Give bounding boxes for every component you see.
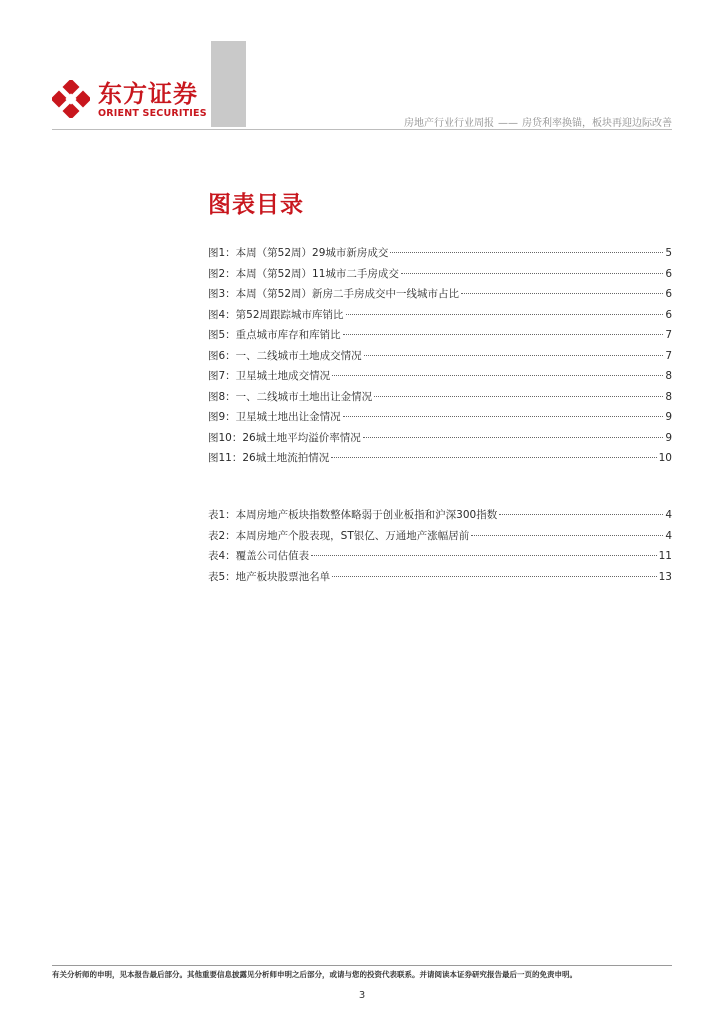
table-list — [208, 507, 672, 589]
toc-leader-dots — [343, 334, 664, 335]
toc-leader-dots — [332, 576, 656, 577]
logo-english-name: ORIENT SECURITIES — [98, 108, 207, 119]
toc-entry-label: 表5：地产板块股票池名单 — [208, 570, 331, 583]
toc-entry-label: 表2：本周房地产个股表现，ST银亿、万通地产涨幅居前 — [208, 529, 470, 542]
toc-entry-label: 图10：26城土地平均溢价率情况 — [208, 431, 361, 444]
footer-divider — [52, 965, 672, 966]
logo-chinese-name: 东方证券 — [98, 80, 198, 108]
toc-entry-label: 表4：覆盖公司估值表 — [208, 550, 310, 562]
toc-entry-label: 图4：第52周跟踪城市库销比 — [208, 308, 344, 321]
toc-table-entry[interactable] — [208, 548, 672, 569]
toc-entry-page: 7 — [665, 349, 672, 362]
orient-logo-icon — [52, 80, 90, 118]
toc-figure-entry[interactable] — [208, 450, 672, 471]
toc-entry-page: 10 — [658, 452, 672, 464]
toc-entry-page: 6 — [665, 288, 672, 300]
toc-entry-page: 4 — [665, 529, 672, 542]
figure-list — [208, 245, 672, 471]
toc-entry-page: 9 — [665, 431, 672, 444]
toc-leader-dots — [374, 396, 663, 397]
header-decor-bar — [211, 41, 246, 127]
toc-figure-entry[interactable] — [208, 348, 672, 369]
toc-leader-dots — [311, 555, 656, 556]
toc-entry-label: 图1：本周（第52周）29城市新房成交 — [208, 247, 389, 259]
toc-entry-label: 图3：本周（第52周）新房二手房成交中一线城市占比 — [208, 288, 460, 300]
toc-entry-page: 6 — [665, 267, 672, 280]
toc-leader-dots — [364, 355, 664, 356]
toc-figure-entry[interactable] — [208, 389, 672, 410]
toc-entry-label: 表1：本周房地产板块指数整体略弱于创业板指和沪深300指数 — [208, 509, 498, 521]
toc-entry-page: 9 — [665, 411, 672, 423]
toc-entry-label: 图2：本周（第52周）11城市二手房成交 — [208, 267, 399, 280]
report-type: 房地产行业行业周报 — [404, 118, 494, 129]
header-divider — [52, 129, 672, 130]
toc-entry-page: 13 — [658, 570, 672, 583]
toc-table-entry[interactable] — [208, 569, 672, 590]
toc-leader-dots — [343, 416, 664, 417]
toc-title: 图表目录 — [208, 192, 304, 218]
toc-entry-page: 11 — [658, 550, 672, 562]
toc-leader-dots — [346, 314, 664, 315]
toc-leader-dots — [461, 293, 663, 294]
toc-figure-entry[interactable] — [208, 368, 672, 389]
toc-figure-entry[interactable] — [208, 286, 672, 307]
toc-leader-dots — [331, 457, 656, 458]
toc-table-entry[interactable] — [208, 507, 672, 528]
toc-entry-page: 6 — [665, 308, 672, 321]
report-subtitle: 房贷利率换锚，板块再迎边际改善 — [522, 118, 672, 129]
toc-figure-entry[interactable] — [208, 307, 672, 328]
toc-entry-page: 4 — [665, 509, 672, 521]
toc-entry-page: 5 — [665, 247, 672, 259]
toc-entry-page: 8 — [665, 390, 672, 403]
toc-entry-page: 8 — [665, 370, 672, 382]
footer-disclaimer: 有关分析师的申明，见本报告最后部分。其他重要信息披露见分析师申明之后部分，或请与您的投资代表联系。并请阅读本证券研究报告最后一页的免责申明。 — [52, 970, 577, 979]
toc-leader-dots — [390, 252, 663, 253]
company-logo — [52, 80, 212, 120]
report-header — [404, 114, 672, 129]
toc-entry-label: 图9：卫星城土地出让金情况 — [208, 411, 341, 423]
toc-leader-dots — [363, 437, 664, 438]
toc-table-entry[interactable] — [208, 528, 672, 549]
toc-figure-entry[interactable] — [208, 266, 672, 287]
page-number: 3 — [358, 990, 366, 1001]
toc-leader-dots — [401, 273, 663, 274]
toc-figure-entry[interactable] — [208, 327, 672, 348]
toc-entry-label: 图11：26城土地流拍情况 — [208, 452, 330, 464]
toc-entry-page: 7 — [665, 329, 672, 341]
toc-entry-label: 图7：卫星城土地成交情况 — [208, 370, 331, 382]
toc-figure-entry[interactable] — [208, 430, 672, 451]
toc-entry-label: 图8：一、二线城市土地出让金情况 — [208, 390, 373, 403]
toc-leader-dots — [471, 535, 663, 536]
toc-figure-entry[interactable] — [208, 409, 672, 430]
toc-figure-entry[interactable] — [208, 245, 672, 266]
header-separator: —— — [498, 118, 518, 129]
toc-entry-label: 图6：一、二线城市土地成交情况 — [208, 349, 362, 362]
toc-entry-label: 图5：重点城市库存和库销比 — [208, 329, 341, 341]
toc-leader-dots — [499, 514, 663, 515]
toc-leader-dots — [332, 375, 663, 376]
